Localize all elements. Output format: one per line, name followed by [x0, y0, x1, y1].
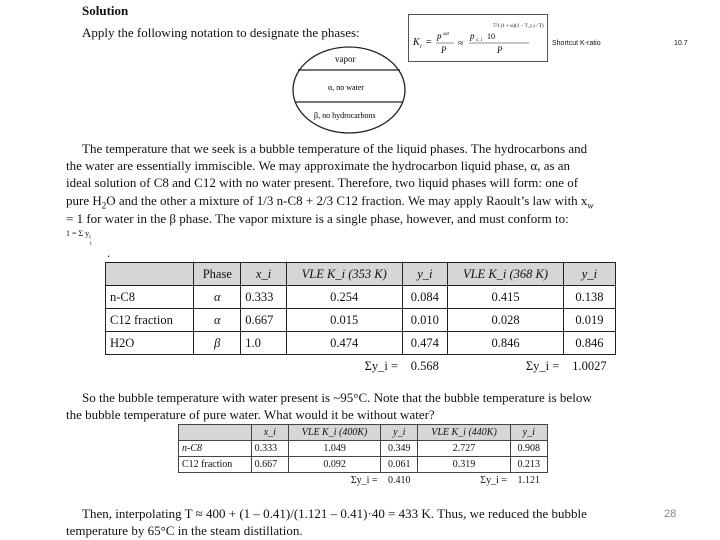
t2-h0: [179, 425, 252, 441]
t1-r0-c4: 0.084: [402, 286, 448, 309]
para1-line4-sub: 2: [101, 200, 107, 211]
t1-h6: y_i: [563, 263, 615, 286]
solution-heading: Solution: [82, 3, 129, 18]
t1-sum-1: 0.568: [410, 358, 439, 373]
t1-r1-c6: 0.019: [563, 309, 615, 332]
t2-r0-c4: 2.727: [418, 441, 510, 457]
table-row: [106, 332, 616, 355]
eq-pc: p: [470, 31, 475, 41]
t1-r2-c6: 0.846: [563, 332, 615, 355]
t1-r1-c4: 0.010: [402, 309, 448, 332]
t1-sum-label-2: Σy_i =: [525, 358, 560, 373]
para1-line4-b: O and the other a mixture of 1/3 n-C8 + 2/3 C12 fraction. We may apply Raoult’s law with x: [106, 193, 588, 208]
eq-p1: P: [441, 45, 447, 55]
t2-r0-c0: n-C8: [179, 441, 252, 457]
eq-approx: ≈: [458, 38, 464, 49]
t1-sum-2: 1.0027: [572, 358, 607, 373]
table-row: [179, 441, 548, 457]
t1-r0-c6: 0.138: [563, 286, 615, 309]
t1-h5: VLE K_i (368 K): [448, 263, 564, 286]
shortcut-k-equation: [409, 15, 547, 61]
table-row: [179, 457, 548, 473]
para1-line5: = 1 for water in the β phase. The vapor mixture is a single phase, however, and must conform to:: [66, 211, 569, 226]
para1-line1: The temperature that we seek is a bubble temperature of the liquid phases. The hydrocarbons and: [82, 141, 588, 156]
t2-sum-label-1: Σy_i =: [350, 475, 378, 486]
beta-label: β, no hydrocarbons: [314, 111, 376, 120]
sum-under: i: [90, 241, 92, 247]
t2-h4: VLE K_i (440K): [418, 425, 510, 441]
eq-exponent: 7/3 (1 + ω)(1 − T_c,i / T): [493, 24, 544, 29]
para1-line3: ideal solution of C8 and C12 with no water present. Therefore, two liquid phases will form: one of: [66, 175, 579, 190]
sum-equation: [66, 229, 91, 241]
t1-r2-c2: 1.0: [241, 332, 287, 355]
t2-r1-c4: 0.319: [418, 457, 510, 473]
t1-r0-c3: 0.254: [286, 286, 402, 309]
intro-text: Apply the following notation to designate the phases:: [82, 25, 360, 40]
t2-r0-c1: 0.333: [251, 441, 288, 457]
para1-line4-a: pure H: [66, 193, 102, 208]
t1-r0-c2: 0.333: [241, 286, 287, 309]
vapor-label: vapor: [335, 54, 356, 64]
t2-h1: x_i: [251, 425, 288, 441]
eq-k: K: [413, 37, 420, 48]
sum-eq-sub: i: [89, 234, 91, 241]
equation-box: [408, 14, 548, 62]
t1-r2-c3: 0.474: [286, 332, 402, 355]
equation-number: 10.7: [674, 40, 688, 47]
t2-sum-1: 0.410: [388, 475, 411, 486]
eq-psat: p: [437, 31, 442, 41]
eq-equals: =: [426, 37, 432, 48]
t2-sum-2: 1.121: [517, 475, 540, 486]
table2-sum-row: [179, 473, 548, 489]
t1-r1-c0: C12 fraction: [106, 309, 194, 332]
eq-sat: sat: [443, 32, 449, 37]
sum-eq-text: 1 = Σ y: [66, 229, 90, 238]
eq-p2: P: [497, 45, 503, 55]
t2-r1-c1: 0.667: [251, 457, 288, 473]
alpha-label: α, no water: [328, 83, 364, 92]
t1-r0-c0: n-C8: [106, 286, 194, 309]
t2-r1-c0: C12 fraction: [179, 457, 252, 473]
para2-line1: So the bubble temperature with water present is ~95°C. Note that the bubble temperature is below: [82, 390, 592, 405]
t1-h2: x_i: [241, 263, 287, 286]
para3-line2: temperature by 65°C in the steam distillation.: [66, 523, 303, 538]
sum-dot: .: [107, 245, 111, 260]
t2-r1-c3: 0.061: [381, 457, 418, 473]
table1-header-row: [106, 263, 616, 286]
t1-sum-label-1: Σy_i =: [364, 358, 399, 373]
phase-diagram: [290, 44, 408, 136]
t2-sum-label-2: Σy_i =: [480, 475, 508, 486]
t2-r1-c5: 0.213: [510, 457, 547, 473]
t1-r1-c3: 0.015: [286, 309, 402, 332]
table-row: [106, 286, 616, 309]
table1-sum-row: [106, 355, 616, 378]
t2-r0-c2: 1.049: [289, 441, 381, 457]
eq-pc-sub: c, i: [476, 38, 483, 43]
t1-r1-c1: α: [194, 309, 241, 332]
t1-r0-c1: α: [194, 286, 241, 309]
t1-r2-c0: H2O: [106, 332, 194, 355]
eq-k-sub: i: [420, 44, 422, 50]
vle-table-water: [105, 262, 616, 377]
t2-r0-c5: 0.908: [510, 441, 547, 457]
t2-r0-c3: 0.349: [381, 441, 418, 457]
vle-table-no-water: [178, 424, 548, 488]
table2-header-row: [179, 425, 548, 441]
t1-r1-c2: 0.667: [241, 309, 287, 332]
t2-h5: y_i: [510, 425, 547, 441]
equation-label: Shortcut K-ratio: [552, 40, 601, 47]
t2-h2: VLE K_i (400K): [289, 425, 381, 441]
para1-line4-w: w: [587, 200, 594, 211]
t1-h1: Phase: [194, 263, 241, 286]
para2-line2: the bubble temperature of pure water. What would it be without water?: [66, 407, 435, 422]
eq-ten: 10: [487, 32, 495, 41]
t1-r0-c5: 0.415: [448, 286, 564, 309]
t2-h3: y_i: [381, 425, 418, 441]
t1-r2-c5: 0.846: [448, 332, 564, 355]
table-row: [106, 309, 616, 332]
t1-h4: y_i: [402, 263, 448, 286]
t2-r1-c2: 0.092: [289, 457, 381, 473]
t1-r2-c1: β: [194, 332, 241, 355]
page-number: 28: [664, 508, 677, 520]
para3-line1: Then, interpolating T ≈ 400 + (1 – 0.41)/(1.121 – 0.41)·40 = 433 K. Thus, we reduced the bubble: [82, 506, 587, 521]
t1-h0: [106, 263, 194, 286]
para1-line2: the water are essentially immiscible. We may approximate the hydrocarbon liquid phase, α, as an: [66, 158, 571, 173]
t1-r1-c5: 0.028: [448, 309, 564, 332]
t1-r2-c4: 0.474: [402, 332, 448, 355]
t1-h3: VLE K_i (353 K): [286, 263, 402, 286]
